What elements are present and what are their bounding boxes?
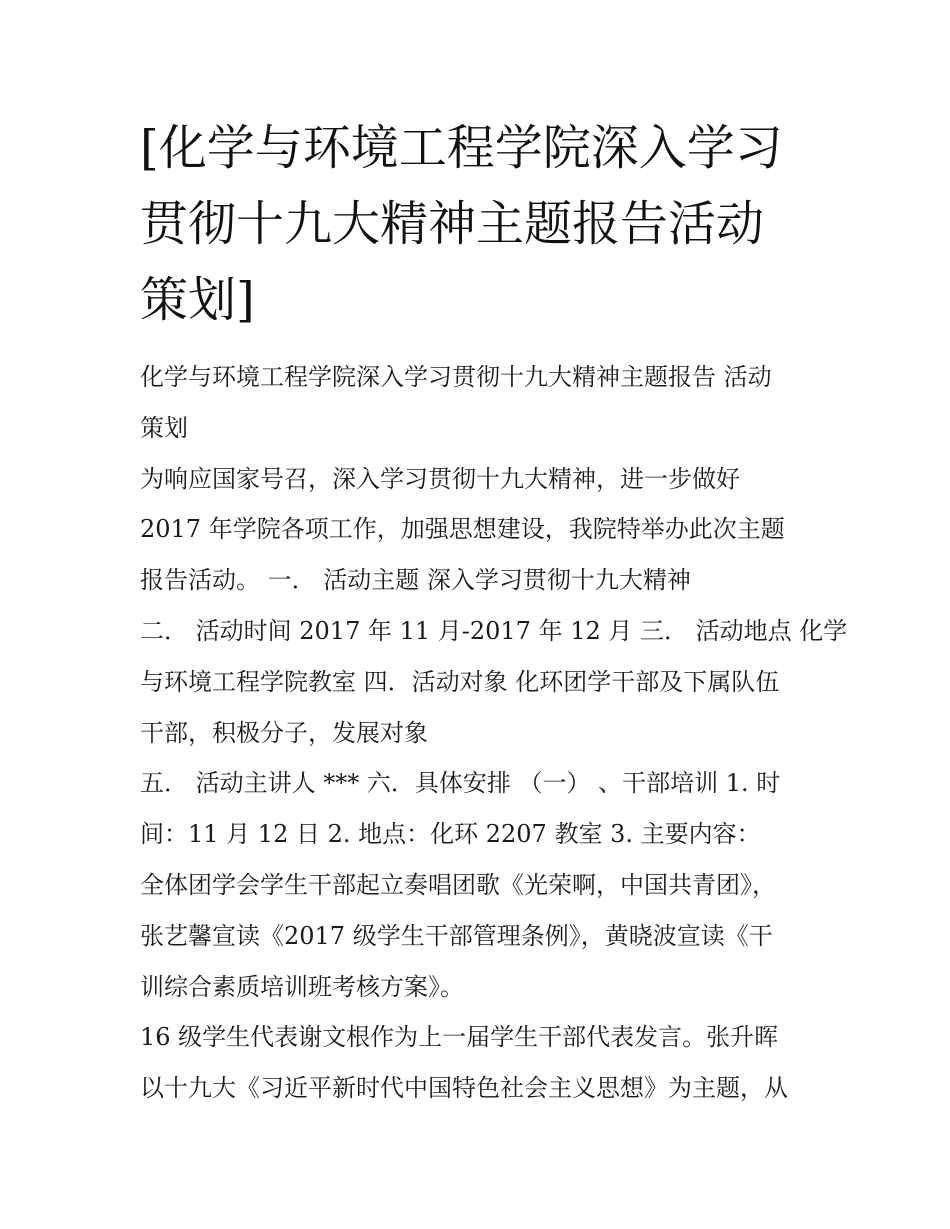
body-line: 张艺馨宣读《2017 级学生干部管理条例》，黄晓波宣读《干: [140, 921, 773, 950]
document-title: [140, 110, 840, 338]
title-line: 策划]: [140, 272, 255, 328]
body-line: 报告活动。 一． 活动主题 深入学习贯彻十九大精神: [140, 566, 691, 595]
body-line: 以十九大《习近平新时代中国特色社会主义思想》为主题，从: [140, 1074, 788, 1103]
body-line: 五． 活动主讲人 *** 六．具体安排 （一） 、干部培训 1. 时: [140, 769, 781, 798]
body-line: 化学与环境工程学院深入学习贯彻十九大精神主题报告 活动: [140, 363, 772, 391]
body-line: 16 级学生代表谢文根作为上一届学生干部代表发言。张升晖: [140, 1023, 779, 1052]
body-line: 二． 活动时间 2017 年 11 月-2017 年 12 月 三． 活动地点 化学: [140, 616, 848, 645]
title-line: 贯彻十九大精神主题报告活动: [140, 196, 765, 252]
title-line: [化学与环境工程学院深入学习: [140, 120, 783, 176]
body-line: 干部，积极分子，发展对象: [140, 718, 428, 747]
body-line: 2017 年学院各项工作，加强思想建设，我院特举办此次主题: [140, 515, 785, 544]
body-line: 与环境工程学院教室 四．活动对象 化环团学干部及下属队伍: [140, 667, 780, 696]
document-body: [140, 352, 848, 1114]
body-line: 策划: [140, 413, 188, 442]
body-line: 为响应国家号召，深入学习贯彻十九大精神，进一步做好: [140, 464, 740, 493]
body-line: 全体团学会学生干部起立奏唱团歌《光荣啊，中国共青团》，: [140, 870, 776, 899]
body-line: 训综合素质培训班考核方案》。: [140, 972, 464, 1001]
body-line: 间：11 月 12 日 2. 地点：化环 2207 教室 3. 主要内容：: [140, 820, 761, 849]
